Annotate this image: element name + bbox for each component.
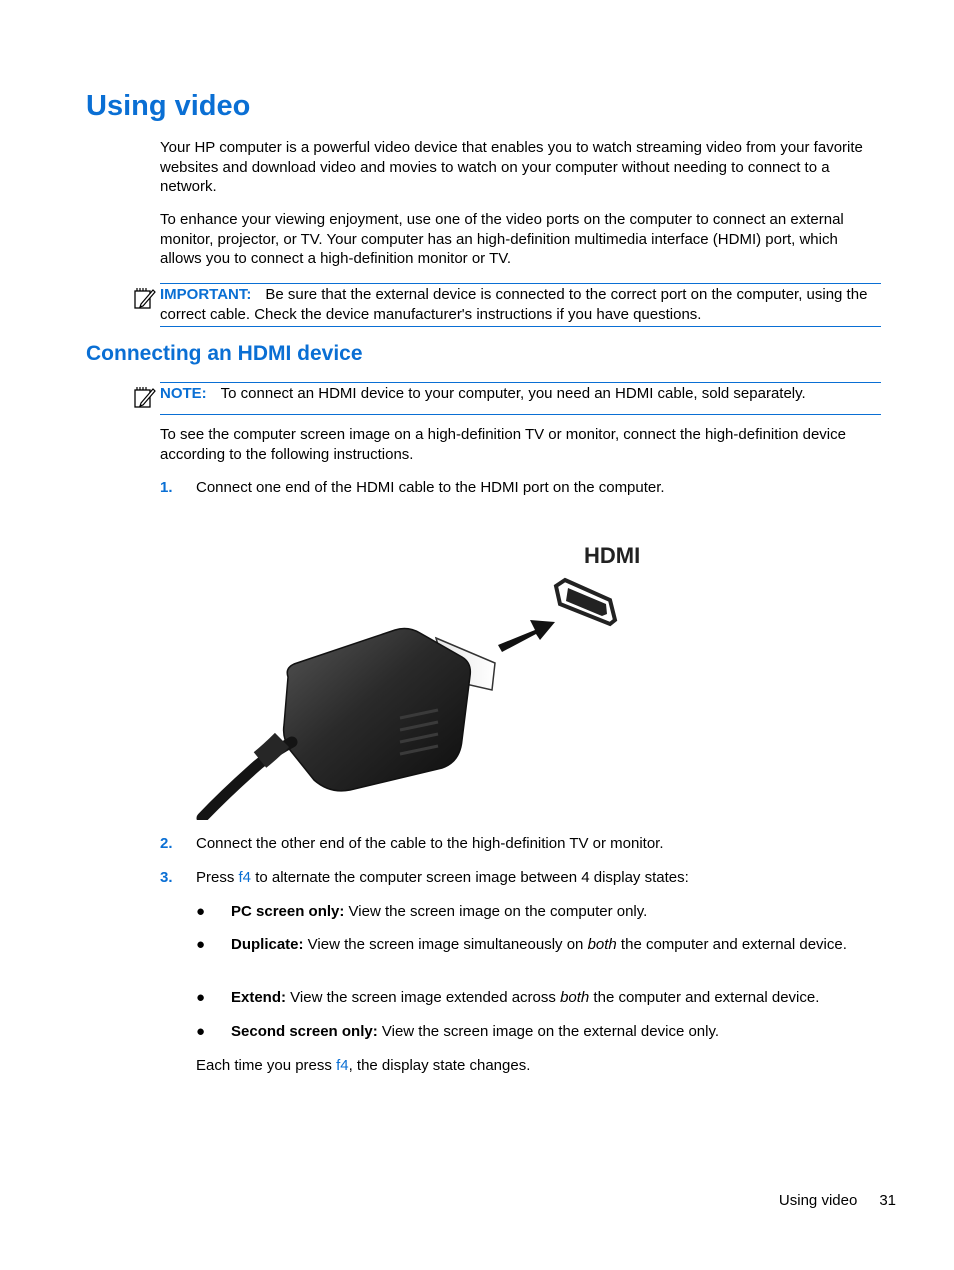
page-number: 31 — [879, 1192, 896, 1209]
step-text-part: Press — [196, 869, 239, 886]
state-term: Second screen only: — [231, 1023, 378, 1040]
state-term: Duplicate: — [231, 936, 304, 953]
state-description: View the screen image simultaneously on — [303, 936, 588, 953]
closing-text-part: Each time you press — [196, 1057, 337, 1074]
emphasis: both — [560, 989, 590, 1006]
step-number: 3. — [160, 869, 173, 886]
note-text: To connect an HDMI device to your computer, you need an HDMI cable, sold separately. — [220, 385, 806, 402]
state-description: the computer and external device. — [589, 989, 820, 1006]
bullet-icon: ● — [196, 1023, 206, 1040]
state-description: View the screen image on the computer only. — [344, 903, 648, 920]
f4-key: f4 — [238, 869, 252, 886]
hdmi-connection-illustration — [190, 530, 660, 820]
closing-text-part: , the display state changes. — [348, 1057, 531, 1074]
state-description: the computer and external device. — [616, 936, 847, 953]
state-description: View the screen image on the external device only. — [377, 1023, 720, 1040]
notepad-pencil-icon — [133, 286, 157, 310]
step-number: 2. — [160, 835, 173, 852]
bullet-text — [231, 988, 876, 1008]
bullet-icon: ● — [196, 936, 206, 953]
bullet-icon: ● — [196, 903, 206, 920]
bullet-text — [231, 935, 876, 955]
step-text: Connect one end of the HDMI cable to the HDMI port on the computer. — [196, 479, 665, 496]
step-text-part: to alternate the computer screen image between 4 display states: — [251, 869, 689, 886]
bullet-text — [231, 902, 876, 922]
note-label: NOTE: — [160, 385, 207, 402]
f4-key: f4 — [336, 1057, 349, 1074]
important-callout — [160, 283, 881, 327]
page-title: Using video — [86, 90, 251, 122]
state-description: View the screen image extended across — [286, 989, 561, 1006]
emphasis: both — [587, 936, 617, 953]
important-text: Be sure that the external device is connected to the correct port on the computer, using the correct cable. Check the device manufacturer's instructions if you have questions. — [160, 286, 868, 323]
instructions-lead: To see the computer screen image on a high-definition TV or monitor, connect the high-definition device according to the following instructions. — [160, 426, 846, 463]
insert-arrow-icon — [498, 620, 555, 652]
step-text — [196, 868, 880, 888]
step-text: Connect the other end of the cable to the high-definition TV or monitor. — [196, 835, 664, 852]
intro-paragraph-2: To enhance your viewing enjoyment, use one of the video ports on the computer to connect an external monitor, projector, or TV. Your computer has an high-definition multimedia interface (HDMI) port, which allows you to connect a high-definition monitor or TV. — [160, 211, 844, 267]
hdmi-port — [556, 580, 615, 624]
bullet-text — [231, 1022, 876, 1042]
notepad-pencil-icon — [133, 385, 157, 409]
step-number: 1. — [160, 479, 173, 496]
state-term: Extend: — [231, 989, 287, 1006]
bullet-icon: ● — [196, 989, 206, 1006]
page-footer — [779, 1192, 896, 1209]
important-label: IMPORTANT: — [160, 286, 252, 303]
hdmi-port-label: HDMI — [584, 543, 641, 568]
closing-text — [196, 1056, 880, 1076]
note-callout — [160, 382, 881, 415]
hdmi-plug — [202, 629, 495, 818]
state-term: PC screen only: — [231, 903, 345, 920]
intro-paragraph-1: Your HP computer is a powerful video device that enables you to watch streaming video from your favorite websites and download video and movies to watch on your computer without needing to connect to a network. — [160, 139, 863, 195]
footer-section-title: Using video — [778, 1192, 858, 1209]
section-title: Connecting an HDMI device — [86, 342, 363, 365]
